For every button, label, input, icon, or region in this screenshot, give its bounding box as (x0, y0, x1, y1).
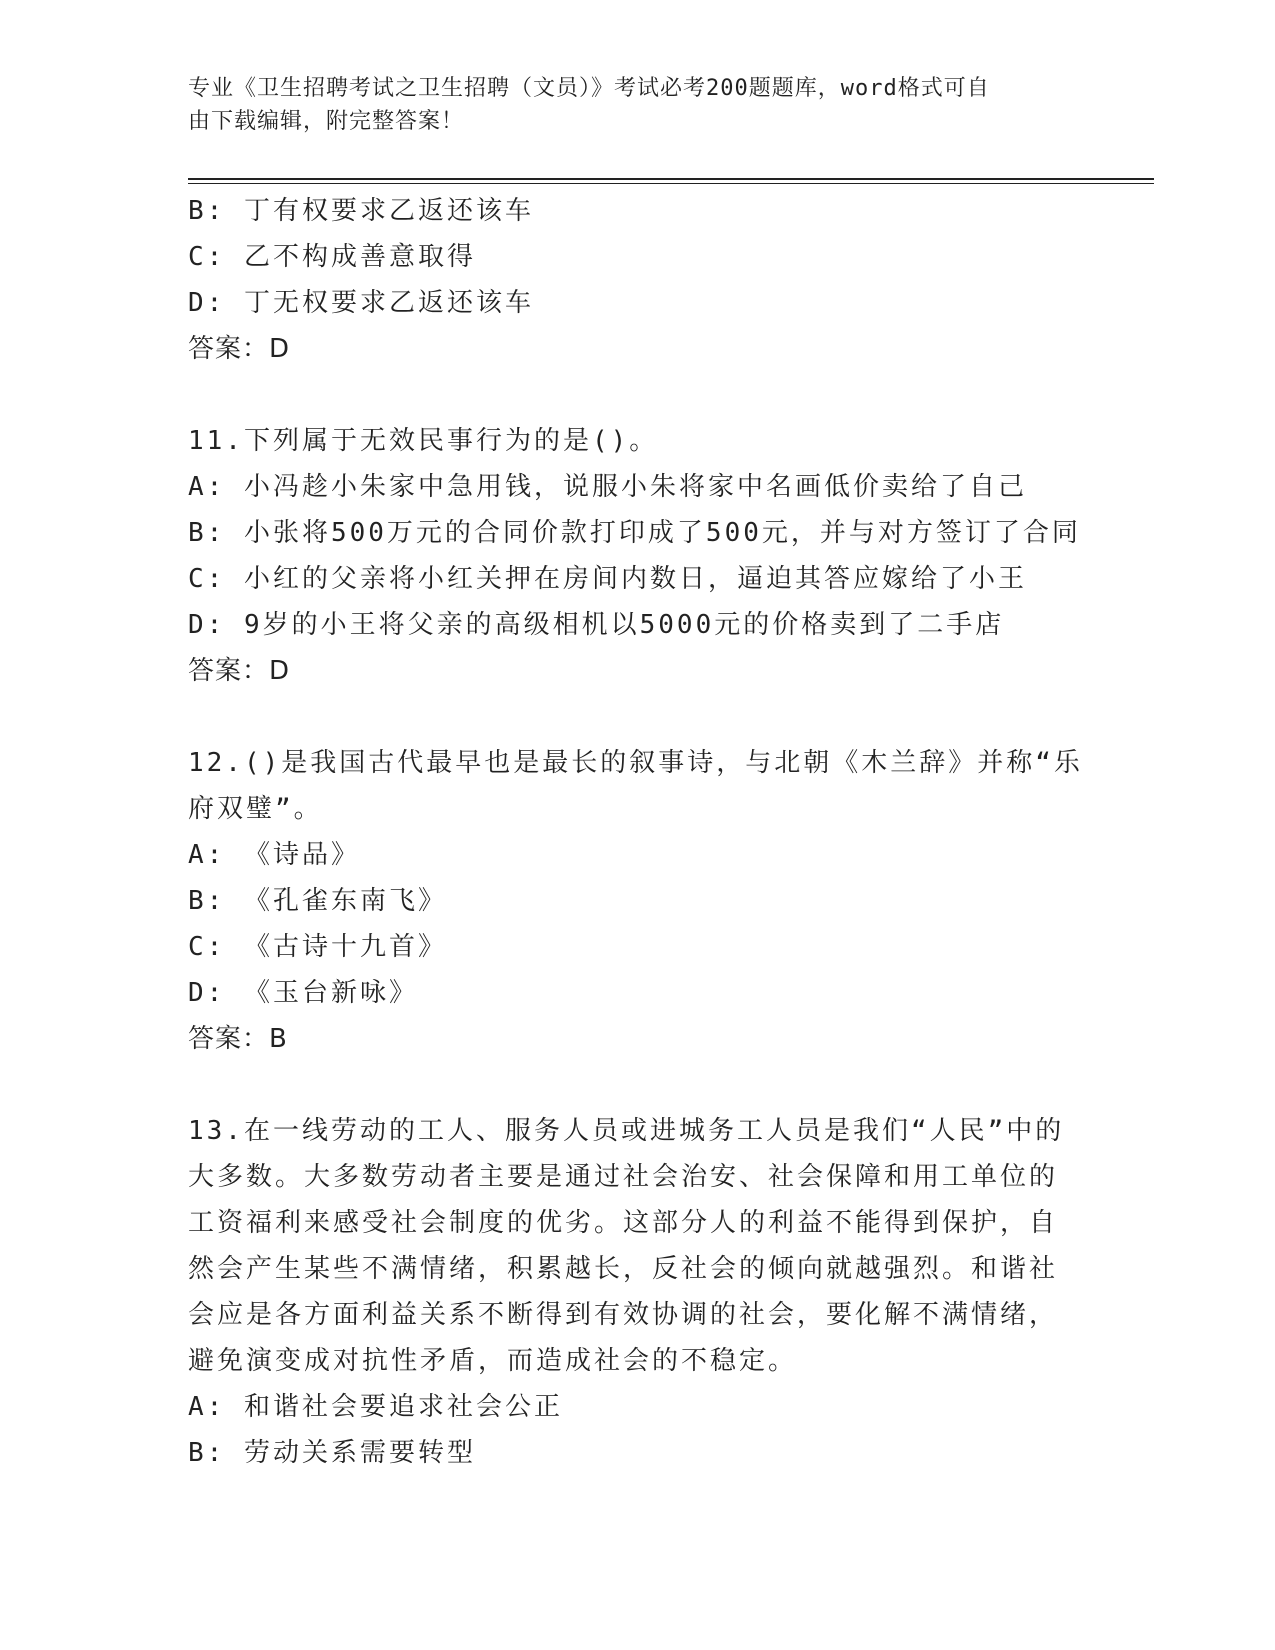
q13-stem-line-5: 会应是各方面利益关系不断得到有效协调的社会，要化解不满情绪， (188, 1300, 1059, 1330)
q12-option-d: D: 《玉台新咏》 (188, 978, 418, 1008)
header-rule-thick (188, 178, 1154, 180)
q13-option-a: A: 和谐社会要追求社会公正 (188, 1392, 563, 1422)
question-12 (188, 740, 1088, 1062)
q12-option-b: B: 《孔雀东南飞》 (188, 886, 447, 916)
q13-stem-line-6: 避免演变成对抗性矛盾，而造成社会的不稳定。 (188, 1346, 798, 1376)
q11-option-c: C: 小红的父亲将小红关押在房间内数日，逼迫其答应嫁给了小王 (188, 564, 1027, 594)
q12-option-c: C: 《古诗十九首》 (188, 932, 447, 962)
q11-answer: 答案：D (188, 656, 291, 686)
q11-option-d: D: 9岁的小王将父亲的高级相机以5000元的价格卖到了二手店 (188, 610, 1005, 640)
spacer (188, 372, 1088, 418)
q12-answer: 答案：B (188, 1024, 288, 1054)
q10-option-c: C: 乙不构成善意取得 (188, 242, 476, 272)
q12-option-a: A: 《诗品》 (188, 840, 360, 870)
header-line-1: 专业《卫生招聘考试之卫生招聘（文员）》考试必考200题题库，word格式可自 (188, 76, 990, 101)
q13-stem-line-2: 大多数。大多数劳动者主要是通过社会治安、社会保障和用工单位的 (188, 1162, 1059, 1192)
spacer (188, 694, 1088, 740)
q11-stem: 11.下列属于无效民事行为的是()。 (188, 426, 659, 456)
document-header (188, 72, 1088, 138)
q13-stem-line-4: 然会产生某些不满情绪，积累越长，反社会的倾向就越强烈。和谐社 (188, 1254, 1059, 1284)
q13-stem-line-3: 工资福利来感受社会制度的优劣。这部分人的利益不能得到保护，自 (188, 1208, 1059, 1238)
question-10-tail (188, 188, 1088, 372)
q10-option-d: D: 丁无权要求乙返还该车 (188, 288, 534, 318)
q12-stem-line-1: 12.()是我国古代最早也是最长的叙事诗，与北朝《木兰辞》并称“乐 (188, 748, 1083, 778)
spacer (188, 1062, 1088, 1108)
document-body (188, 188, 1088, 1476)
header-line-2: 由下载编辑，附完整答案！ (188, 109, 465, 134)
q12-stem-line-2: 府双璧”。 (188, 794, 323, 824)
q11-option-b: B: 小张将500万元的合同价款打印成了500元，并与对方签订了合同 (188, 518, 1081, 548)
question-11 (188, 418, 1088, 694)
q11-option-a: A: 小冯趁小朱家中急用钱，说服小朱将家中名画低价卖给了自己 (188, 472, 1027, 502)
q10-option-b: B: 丁有权要求乙返还该车 (188, 196, 534, 226)
q10-answer: 答案：D (188, 334, 291, 364)
question-13 (188, 1108, 1088, 1476)
q13-option-b: B: 劳动关系需要转型 (188, 1438, 476, 1468)
header-rule-thin (188, 183, 1154, 184)
q13-stem-line-1: 13.在一线劳动的工人、服务人员或进城务工人员是我们“人民”中的 (188, 1116, 1065, 1146)
